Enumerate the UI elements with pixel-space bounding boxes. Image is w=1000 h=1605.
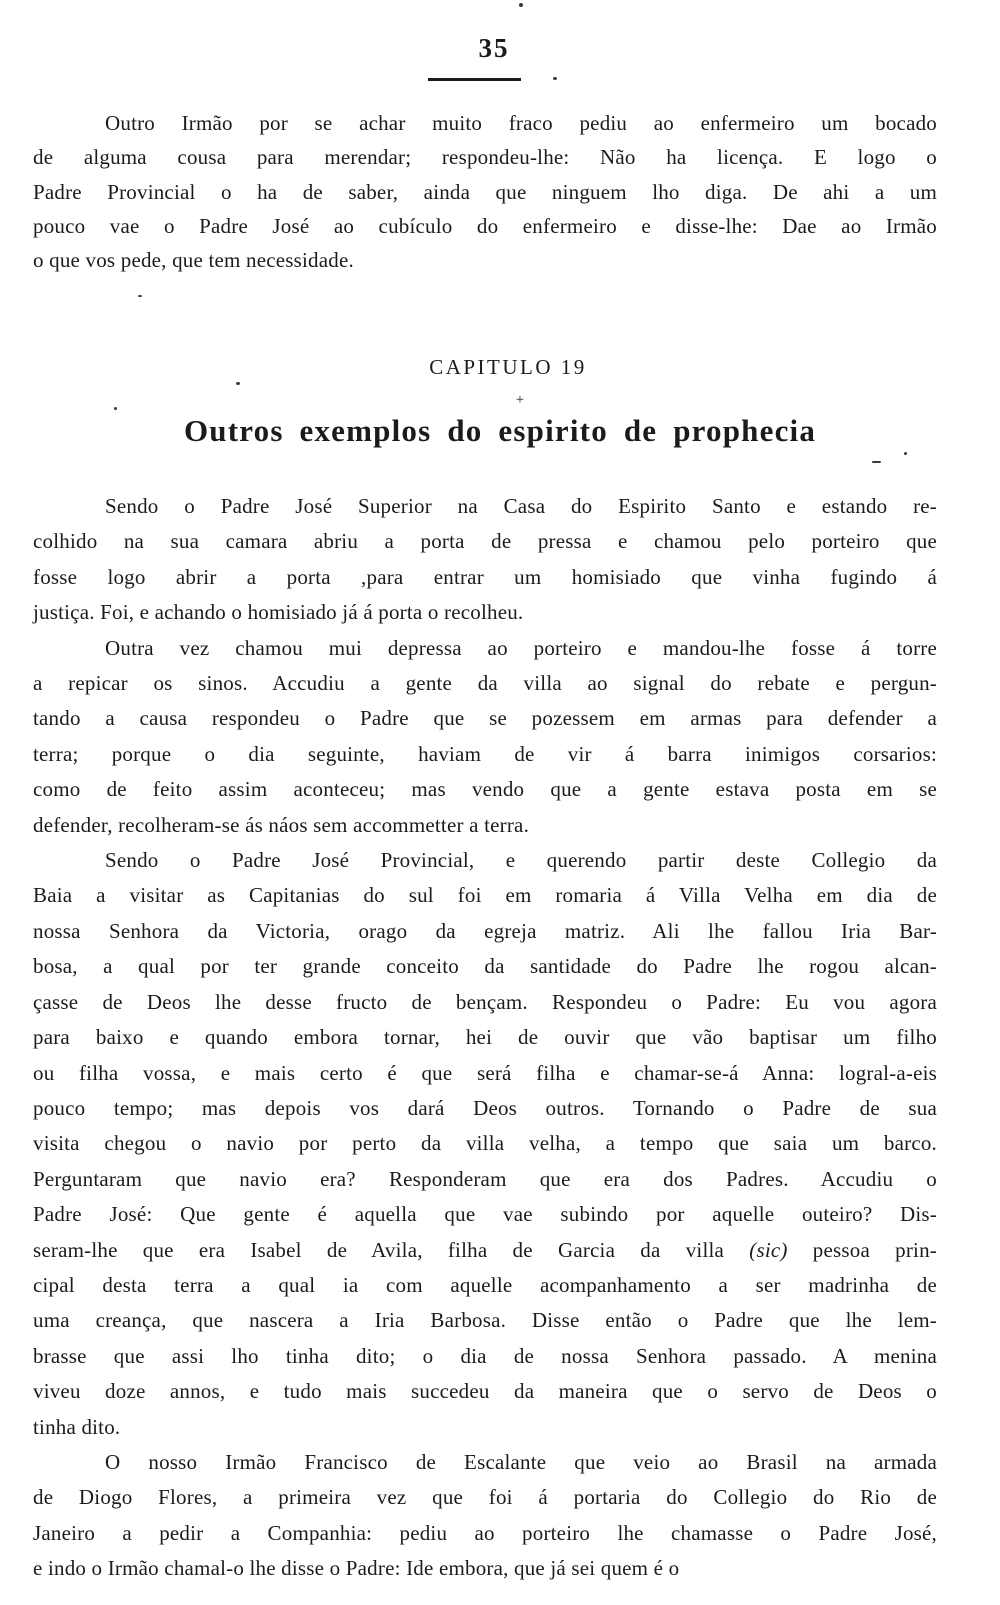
page-number-rule — [428, 78, 521, 81]
paragraph — [33, 1445, 937, 1587]
text-line: tinha dito. — [33, 1414, 121, 1439]
text-line: a repicar os sinos. Accudiu a gente da villa ao signal do rebate e pergun- — [33, 671, 937, 696]
text-line: Perguntaram que navio era? Responderam que era dos Padres. Accudiu o — [33, 1166, 937, 1191]
text-line — [33, 1233, 937, 1268]
text-line: fosse logo abrir a porta ,para entrar um homisiado que vinha fugindo á — [33, 564, 937, 589]
text-line: bosa, a qual por ter grande conceito da santidade do Padre lhe rogou alcan- — [33, 954, 937, 979]
text-line: Outro Irmão por se achar muito fraco pediu ao enfermeiro um bocado — [105, 111, 937, 135]
text-line: O nosso Irmão Francisco de Escalante que veio ao Brasil na armada — [105, 1449, 937, 1474]
scan-speck — [904, 452, 907, 455]
scan-speck — [138, 295, 142, 297]
text-line: Padre José: Que gente é aquella que vae subindo por aquelle outeiro? Dis- — [33, 1202, 937, 1227]
text-line: pouco tempo; mas depois vos dará Deos outros. Tornando o Padre de sua — [33, 1095, 937, 1120]
text-line: terra; porque o dia seguinte, haviam de vir á barra inimigos corsarios: — [33, 741, 937, 766]
text-line: visita chegou o navio por perto da villa velha, a tempo que saia um barco. — [33, 1131, 937, 1156]
text-line: Baia a visitar as Capitanias do sul foi em romaria á Villa Velha em dia de — [33, 883, 937, 908]
text-line: de Diogo Flores, a primeira vez que foi á portaria do Collegio do Rio de — [33, 1485, 937, 1510]
text-line: cipal desta terra a qual ia com aquelle acompanhamento a ser madrinha de — [33, 1272, 937, 1297]
text-segment: seram-lhe que era Isabel de Avila, filha de Garcia da villa — [33, 1237, 750, 1262]
chapter-title: Outros exemplos do espirito de prophecia — [183, 413, 817, 448]
text-line: Janeiro a pedir a Companhia: pediu ao porteiro lhe chamasse o Padre José, — [33, 1520, 937, 1545]
page-number: 35 — [478, 33, 510, 63]
paragraph — [33, 489, 937, 631]
text-line: brasse que assi lho tinha dito; o dia de nossa Senhora passado. A menina — [33, 1343, 937, 1368]
text-line: de alguma cousa para merendar; respondeu-lhe: Não ha licença. E logo o — [33, 145, 937, 170]
text-line: defender, recolheram-se ás náos sem accommetter a terra. — [33, 812, 530, 837]
text-line: tando a causa respondeu o Padre que se pozessem em armas para defender a — [33, 706, 937, 731]
scan-speck — [236, 382, 240, 385]
paragraph — [33, 631, 937, 843]
text-line: pouco vae o Padre José ao cubículo do enfermeiro e disse-lhe: Dae ao Irmão — [33, 213, 937, 238]
scan-speck — [519, 3, 523, 7]
scan-speck — [114, 407, 117, 410]
chapter-ornament-icon: + — [515, 392, 525, 408]
text-line: nossa Senhora da Victoria, orago da egreja matriz. Ali lhe fallou Iria Bar- — [33, 918, 937, 943]
text-line: Sendo o Padre José Superior na Casa do Espirito Santo e estando re- — [105, 494, 937, 518]
text-line: como de feito assim aconteceu; mas vendo que a gente estava posta em se — [33, 777, 937, 802]
chapter-heading: CAPITULO 19 — [429, 355, 587, 379]
text-line: o que vos pede, que tem necessidade. — [33, 248, 354, 273]
text-line: Padre Provincial o ha de saber, ainda que ninguem lho diga. De ahi a um — [33, 179, 937, 204]
text-line: ou filha vossa, e mais certo é que será filha e chamar-se-á Anna: logral-a-eis — [33, 1060, 937, 1085]
text-line: Outra vez chamou mui depressa ao porteiro e mandou-lhe fosse á torre — [105, 635, 937, 660]
sic-annotation: (sic) — [749, 1237, 788, 1262]
scan-speck — [872, 461, 881, 463]
text-segment: pessoa prin- — [787, 1237, 937, 1262]
text-line: viveu doze annos, e tudo mais succedeu da maneira que o servo de Deos o — [33, 1379, 937, 1404]
paragraph — [33, 843, 937, 1445]
text-line: colhido na sua camara abriu a porta de pressa e chamou pelo porteiro que — [33, 529, 937, 554]
scan-speck — [553, 77, 557, 80]
text-line: para baixo e quando embora tornar, hei de ouvir que vão baptisar um filho — [33, 1025, 937, 1050]
intro-paragraph — [33, 106, 937, 277]
text-line: Sendo o Padre José Provincial, e querendo partir deste Collegio da — [105, 848, 937, 873]
text-line: e indo o Irmão chamal-o lhe disse o Padre: Ide embora, que já sei quem é o — [33, 1556, 680, 1581]
text-line: justiça. Foi, e achando o homisiado já á porta o recolheu. — [33, 600, 524, 625]
text-line: çasse de Deos lhe desse fructo de bençam. Respondeu o Padre: Eu vou agora — [33, 989, 937, 1014]
chapter-body — [33, 489, 937, 1587]
text-line: uma creança, que nascera a Iria Barbosa. Disse então o Padre que lhe lem- — [33, 1308, 937, 1333]
